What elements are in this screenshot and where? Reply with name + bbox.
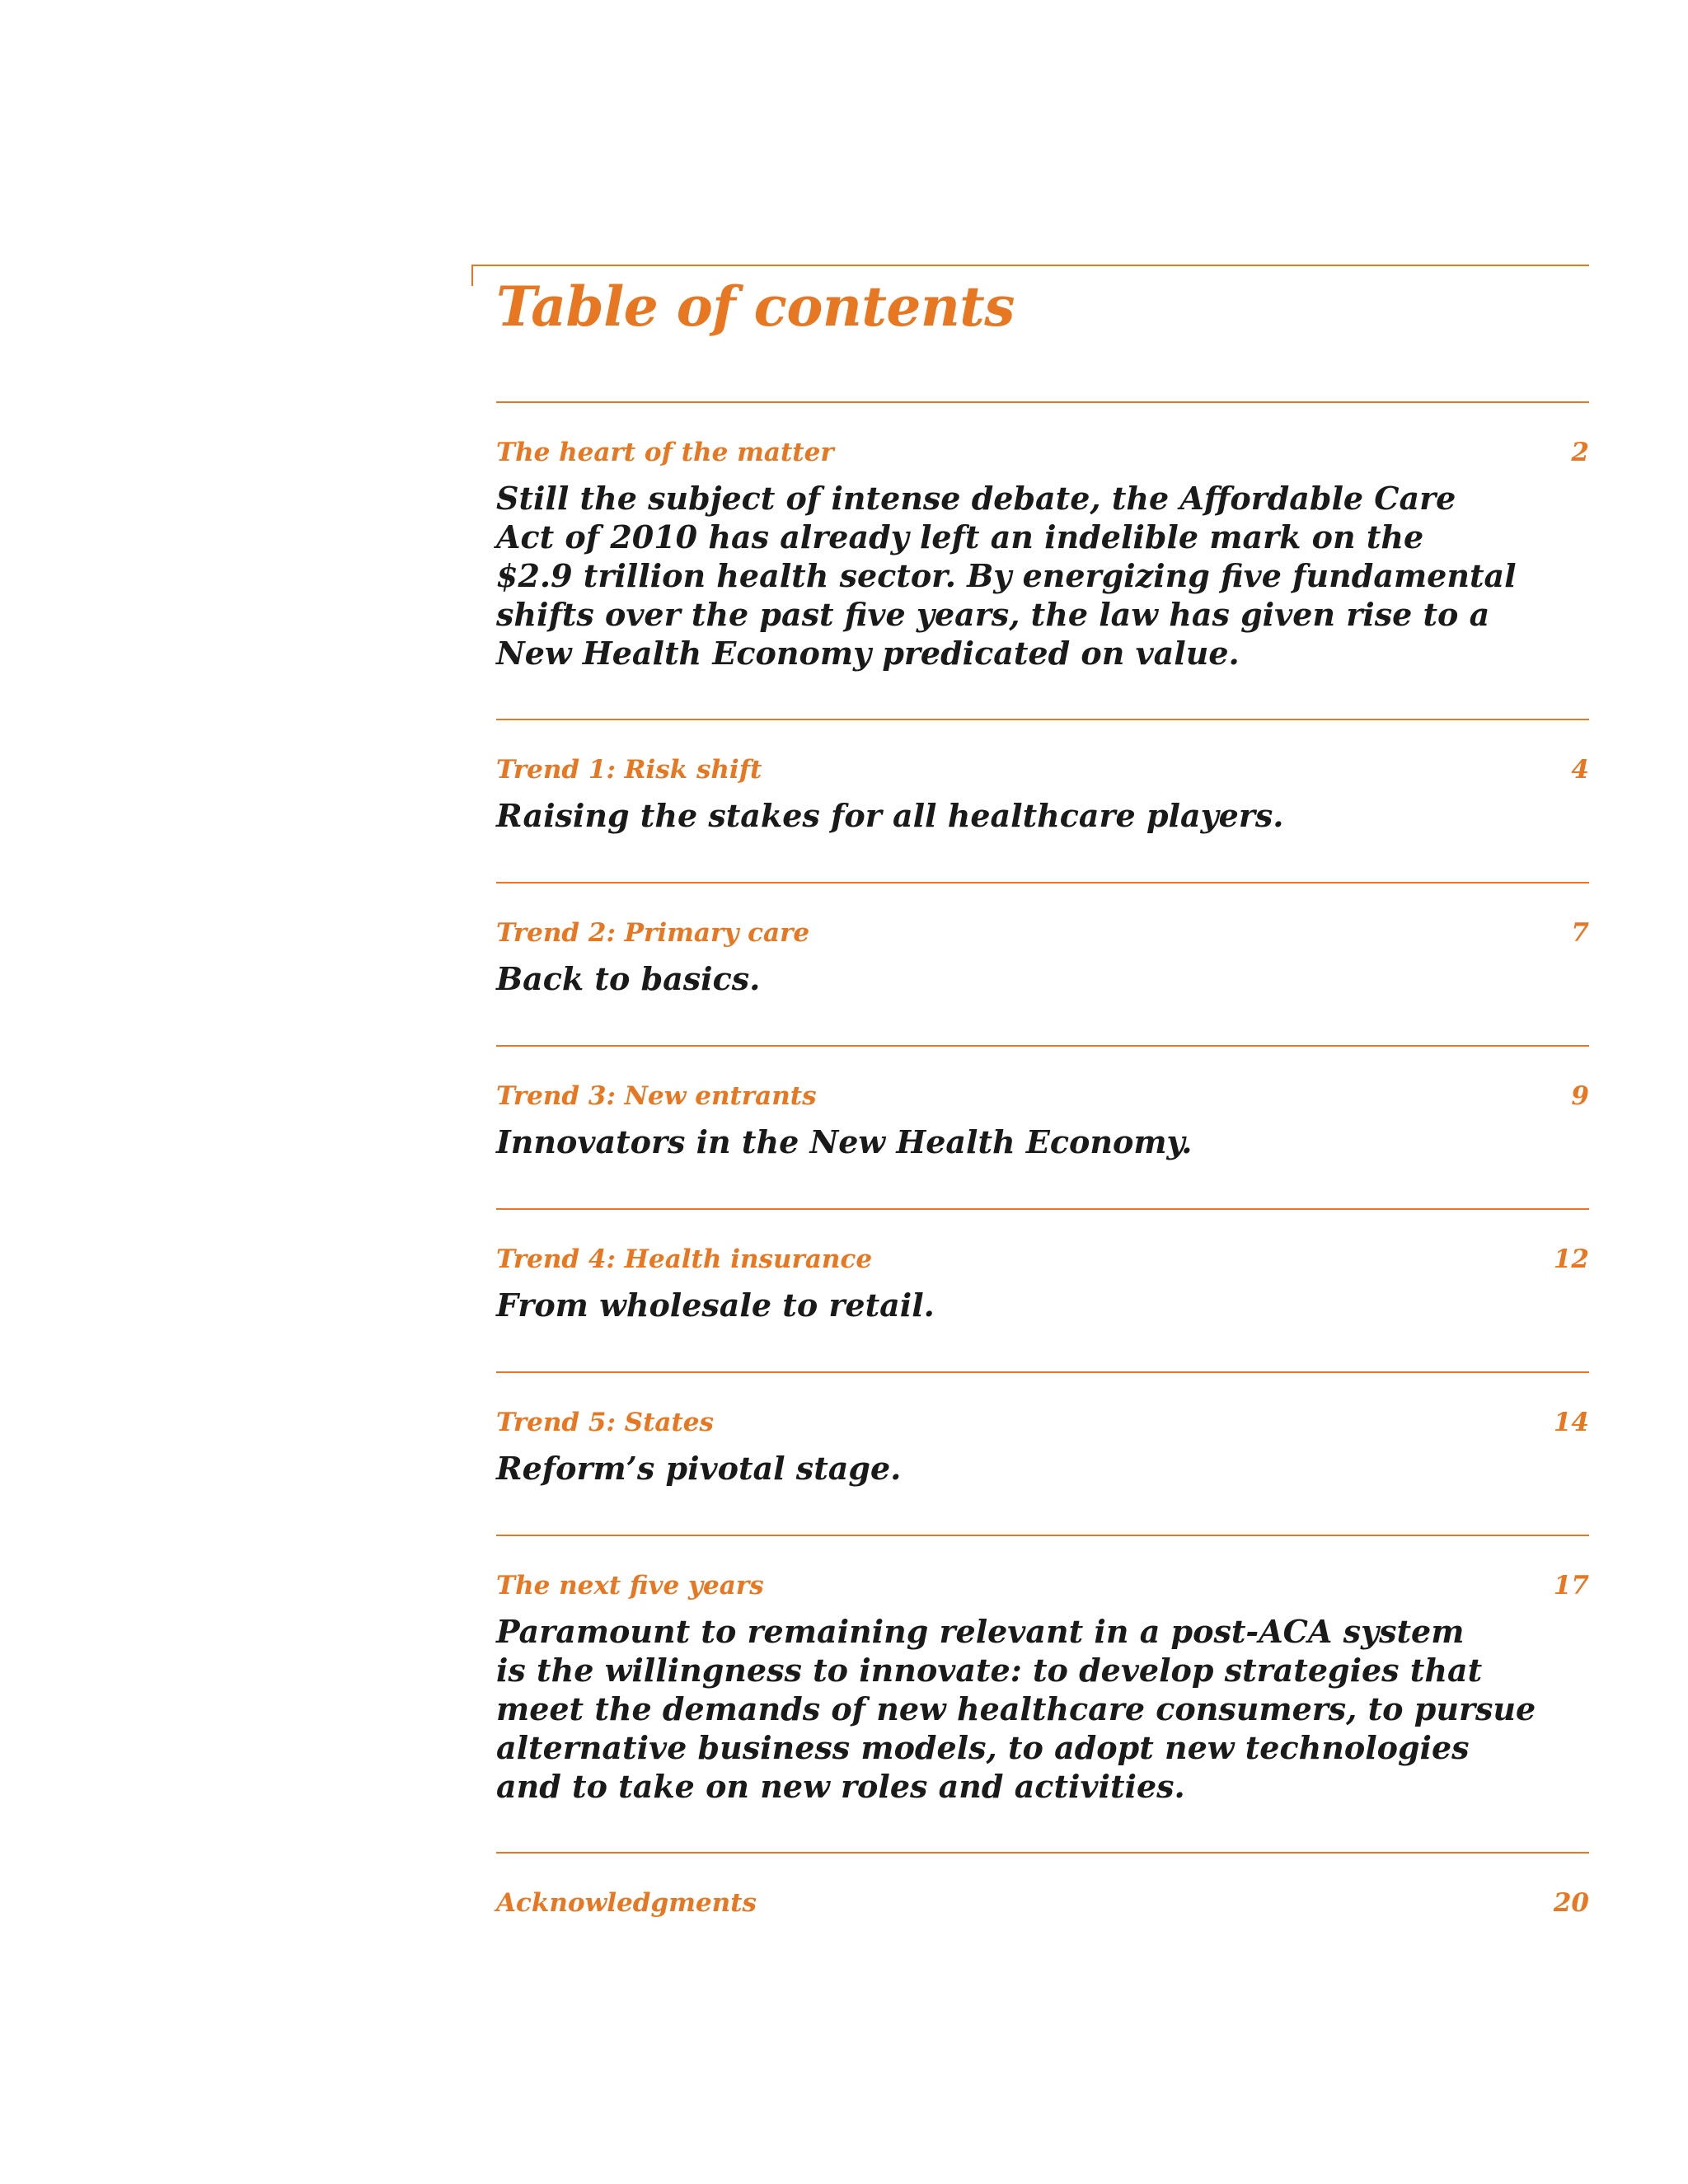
toc-entry-page: 17: [1553, 1571, 1589, 1601]
toc-entry-title[interactable]: Trend 3: New entrants: [496, 1081, 817, 1111]
toc-entry-description: Innovators in the New Health Economy.: [496, 1123, 1193, 1160]
toc-entry-description: From wholesale to retail.: [496, 1286, 935, 1324]
toc-entry-next-five-years[interactable]: [496, 1535, 1589, 1852]
toc-entry-title[interactable]: Trend 1: Risk shift: [496, 755, 762, 785]
toc-entry-heart-of-the-matter[interactable]: [496, 401, 1589, 719]
table-of-contents: [496, 401, 1589, 1936]
toc-entry-title[interactable]: Trend 5: States: [496, 1408, 714, 1437]
toc-entry-trend-5[interactable]: [496, 1371, 1589, 1535]
toc-entry-page: 14: [1553, 1408, 1589, 1437]
toc-entry-page: 4: [1571, 755, 1589, 785]
toc-entry-page: 9: [1571, 1081, 1589, 1111]
toc-entry-acknowledgments[interactable]: [496, 1852, 1589, 1936]
toc-entry-trend-2[interactable]: [496, 882, 1589, 1045]
toc-entry-trend-3[interactable]: [496, 1045, 1589, 1208]
toc-entry-description: Raising the stakes for all healthcare players.: [496, 797, 1284, 834]
toc-entry-page: 7: [1571, 918, 1589, 948]
toc-entry-title[interactable]: Trend 4: Health insurance: [496, 1244, 873, 1274]
toc-entry-trend-1[interactable]: [496, 719, 1589, 882]
toc-entry-page: 20: [1553, 1888, 1589, 1918]
toc-entry-description: Still the subject of intense debate, the Affordable Care Act of 2010 has already left an indelible mark on the $2.9 trillion health sector. By energizing five fundamental shifts over the past five years, the law has given rise to a New Health Economy predicated on value.: [496, 480, 1517, 672]
toc-entry-title[interactable]: Trend 2: Primary care: [496, 918, 810, 948]
toc-entry-title[interactable]: The next five years: [496, 1571, 764, 1601]
toc-entry-title[interactable]: The heart of the matter: [496, 438, 834, 467]
page-title: Table of contents: [496, 274, 1015, 339]
toc-entry-trend-4[interactable]: [496, 1208, 1589, 1371]
toc-entry-description: Paramount to remaining relevant in a post-ACA system is the willingness to innovate: to develop strategies that meet the demands of new healthcare consumers, to pursue alternative business models, to adopt new technologies and to take on new roles and activities.: [496, 1613, 1536, 1805]
toc-entry-description: Back to basics.: [496, 960, 761, 997]
toc-entry-page: 2: [1571, 438, 1589, 467]
toc-entry-title[interactable]: Acknowledgments: [496, 1888, 757, 1918]
toc-entry-description: Reform’s pivotal stage.: [496, 1450, 902, 1487]
toc-entry-page: 12: [1553, 1244, 1589, 1274]
